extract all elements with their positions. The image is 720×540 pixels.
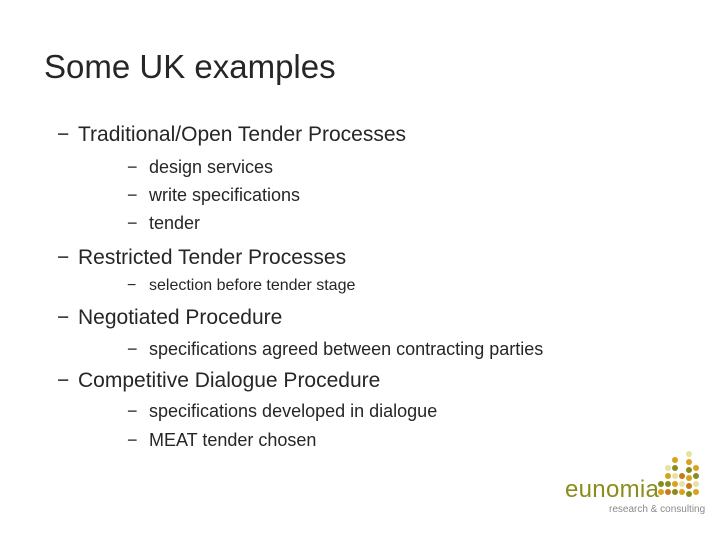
bullet-dash: − [127, 185, 138, 205]
bullet-text: Traditional/Open Tender Processes [78, 123, 407, 146]
bullet-dash: − [127, 339, 138, 359]
sub-bullet-text: write specifications [149, 185, 301, 205]
bullet-dash: − [57, 123, 70, 146]
sub-bullet-item [127, 429, 316, 451]
bullet-text: Negotiated Procedure [78, 306, 283, 329]
sub-bullet-text: design services [149, 157, 274, 177]
sub-bullet-item [127, 156, 273, 178]
sub-bullet-text: specifications agreed between contracting parties [149, 339, 544, 359]
bullet-dash: − [57, 306, 70, 329]
logo-wordmark: eunomia [565, 476, 660, 503]
bullet-dash: − [57, 246, 70, 269]
sub-bullet-item [127, 338, 543, 360]
sub-bullet-text: selection before tender stage [149, 277, 356, 294]
bullet-item [57, 122, 406, 148]
bullet-dash: − [127, 430, 138, 450]
sub-bullet-text: specifications developed in dialogue [149, 401, 438, 421]
sub-bullet-item [127, 275, 355, 297]
sub-bullet-item [127, 184, 300, 206]
bullet-dash: − [127, 277, 137, 294]
bullet-item [57, 305, 282, 331]
eunomia-logo [560, 450, 710, 520]
sub-bullet-text: tender [149, 213, 201, 233]
logo-tagline: research & consulting [609, 504, 706, 515]
bullet-text: Competitive Dialogue Procedure [78, 369, 381, 392]
bullet-dash: − [127, 157, 138, 177]
sub-bullet-text: MEAT tender chosen [149, 430, 317, 450]
bullet-dash: − [127, 401, 138, 421]
bullet-item [57, 245, 346, 271]
bullet-dash: − [57, 369, 70, 392]
bullet-item [57, 368, 380, 394]
bullet-dash: − [127, 213, 138, 233]
sub-bullet-item [127, 212, 200, 234]
sub-bullet-item [127, 400, 437, 422]
bullet-text: Restricted Tender Processes [78, 246, 347, 269]
slide-title: Some UK examples [44, 48, 336, 85]
